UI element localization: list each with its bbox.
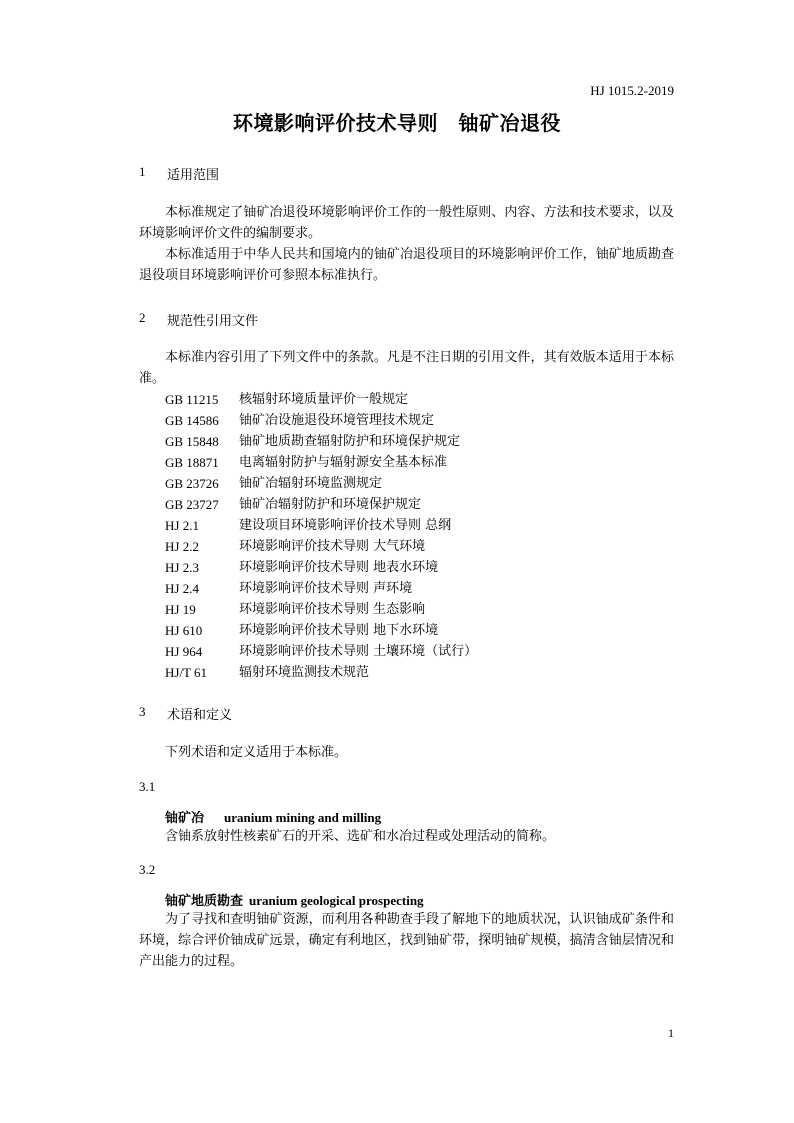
reference-item (165, 620, 477, 641)
reference-code: GB 15848 (165, 434, 219, 449)
section-2-heading (139, 310, 258, 329)
section-title: 规范性引用文件 (167, 314, 259, 329)
reference-code: HJ/T 61 (165, 665, 208, 680)
reference-item (165, 515, 477, 536)
reference-name: 环境影响评价技术导则 声环境 (239, 581, 413, 596)
reference-name: 铀矿地质勘查辐射防护和环境保护规定 (239, 434, 461, 449)
reference-code: HJ 964 (165, 644, 203, 659)
reference-item (165, 662, 477, 683)
reference-code: HJ 2.3 (165, 560, 199, 575)
reference-code: HJ 2.4 (165, 581, 199, 596)
reference-item (165, 452, 477, 473)
section-1-heading (139, 164, 219, 183)
section-number: 2 (139, 310, 146, 325)
section-number: 1 (139, 164, 146, 179)
section-number: 3 (139, 704, 146, 719)
reference-item (165, 641, 477, 662)
reference-code: HJ 19 (165, 602, 196, 617)
section-1-paragraph-1: 本标准规定了铀矿冶退役环境影响评价工作的一般性原则、内容、方法和技术要求，以及环境影响评价文件的编制要求。 (139, 205, 674, 241)
section-3-intro: 下列术语和定义适用于本标准。 (165, 745, 348, 760)
term-english: uranium mining and milling (224, 810, 382, 825)
reference-code: HJ 610 (165, 623, 203, 638)
term-chinese: 铀矿冶 (165, 811, 205, 826)
reference-name: 环境影响评价技术导则 土壤环境（试行） (239, 644, 478, 659)
term-english: uranium geological prospecting (249, 893, 424, 908)
term-definition: 为了寻找和查明铀矿资源，而利用各种勘查手段了解地下的地质状况，认识铀成矿条件和环境，综合评价铀成矿远景，确定有利地区，找到铀矿带，探明铀矿规模，搞清含铀层情况和产出能力的过程。 (139, 912, 674, 969)
reference-name: 环境影响评价技术导则 地下水环境 (239, 623, 439, 638)
page-number: 1 (668, 1026, 674, 1040)
reference-code: HJ 2.1 (165, 518, 199, 533)
term-number: 3.1 (139, 779, 156, 794)
reference-name: 核辐射环境质量评价一般规定 (239, 392, 409, 407)
reference-name: 铀矿冶设施退役环境管理技术规定 (239, 413, 435, 428)
reference-code: GB 11215 (165, 392, 219, 407)
reference-name: 电离辐射防护与辐射源安全基本标准 (239, 455, 448, 470)
reference-name: 铀矿冶辐射环境监测规定 (239, 476, 383, 491)
reference-name: 辐射环境监测技术规范 (239, 665, 370, 680)
reference-item (165, 431, 477, 452)
reference-item (165, 557, 477, 578)
term-heading (165, 807, 381, 826)
reference-code: HJ 2.2 (165, 539, 199, 554)
reference-code: GB 23726 (165, 476, 219, 491)
section-title: 适用范围 (167, 168, 220, 183)
reference-name: 建设项目环境影响评价技术导则 总纲 (239, 518, 452, 533)
normative-references-list (165, 389, 477, 683)
reference-item (165, 578, 477, 599)
reference-name: 环境影响评价技术导则 大气环境 (239, 539, 426, 554)
reference-item (165, 389, 477, 410)
reference-code: GB 14586 (165, 413, 219, 428)
reference-item (165, 410, 477, 431)
reference-name: 环境影响评价技术导则 生态影响 (239, 602, 426, 617)
term-definition: 含铀系放射性核素矿石的开采、选矿和水冶过程或处理活动的简称。 (165, 829, 556, 844)
reference-name: 环境影响评价技术导则 地表水环境 (239, 560, 439, 575)
section-title: 术语和定义 (167, 708, 233, 723)
term-number: 3.2 (139, 862, 156, 877)
reference-code: GB 18871 (165, 455, 219, 470)
reference-item (165, 536, 477, 557)
section-1-paragraph-2: 本标准适用于中华人民共和国境内的铀矿冶退役项目的环境影响评价工作，铀矿地质勘查退役项目环境影响评价可参照本标准执行。 (139, 247, 674, 283)
section-3-heading (139, 704, 232, 723)
reference-item (165, 473, 477, 494)
standard-number: HJ 1015.2-2019 (590, 83, 674, 98)
document-title: 环境影响评价技术导则 铀矿冶退役 (233, 111, 561, 135)
term-chinese: 铀矿地质勘查 (165, 894, 244, 909)
term-heading (165, 890, 424, 909)
reference-name: 铀矿冶辐射防护和环境保护规定 (239, 497, 422, 512)
section-2-intro: 本标准内容引用了下列文件中的条款。凡是不注日期的引用文件，其有效版本适用于本标准。 (139, 350, 674, 386)
reference-item (165, 494, 477, 515)
reference-code: GB 23727 (165, 497, 219, 512)
reference-item (165, 599, 477, 620)
